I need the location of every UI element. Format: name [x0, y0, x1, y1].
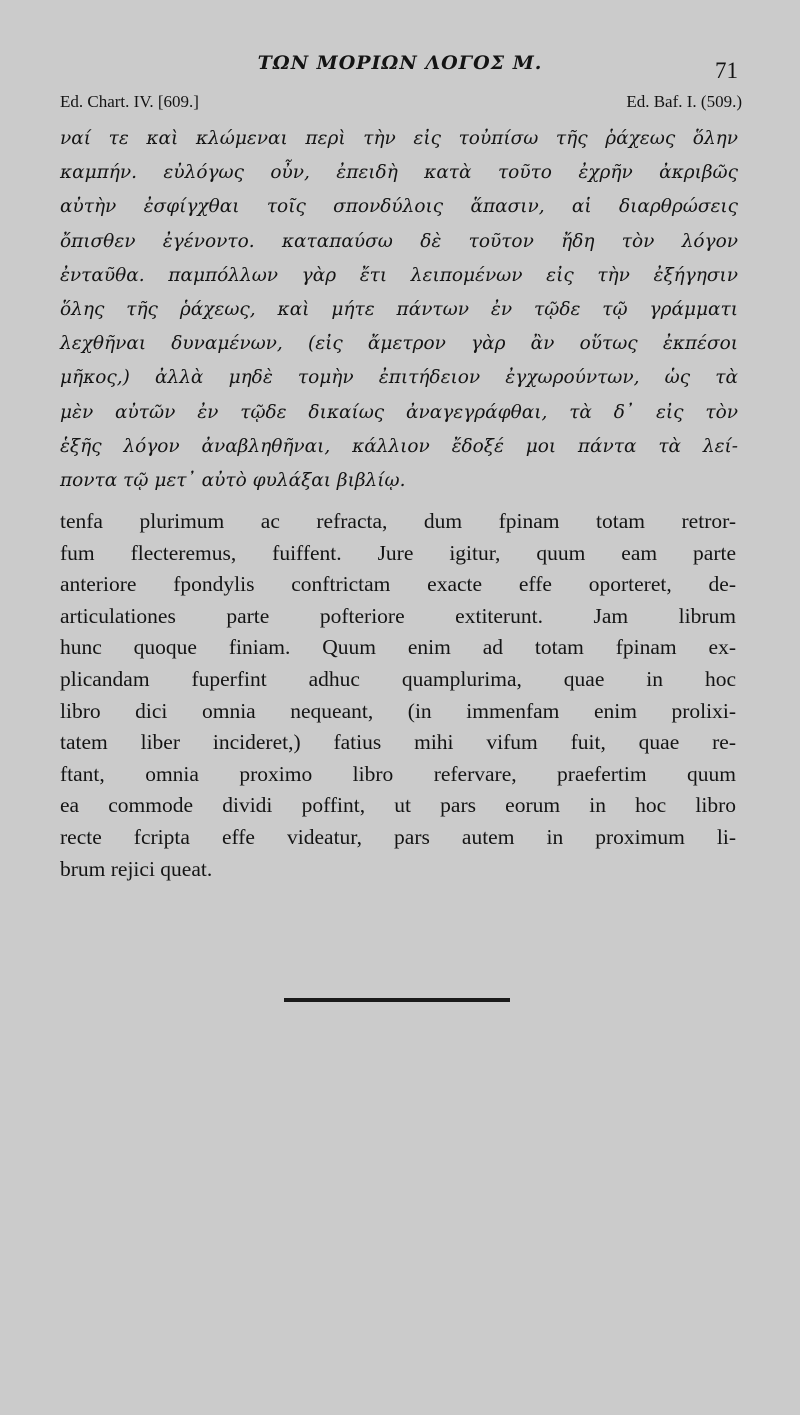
latin-line: ea commode dividi poffint, ut pars eorum in hoc libro	[60, 793, 736, 818]
latin-line: libro dici omnia nequeant, (in immenfam enim prolixi-	[60, 698, 736, 723]
latin-line: anteriore fpondylis conftrictam exacte effe oporteret, de-	[60, 572, 736, 597]
latin-line: brum rejici queat.	[60, 856, 213, 881]
greek-line: ναί τε καὶ κλώμεναι περὶ τὴν εἰς τοὐπίσω τῆς ῥάχεως ὅλην	[60, 128, 738, 149]
greek-line: μὲν αὐτῶν ἐν τῷδε δικαίως ἀναγεγράφθαι, τὰ δ᾽ εἰς τὸν	[60, 401, 738, 423]
latin-line: hunc quoque finiam. Quum enim ad totam fpinam ex-	[60, 635, 736, 660]
edition-reference-chartier: Ed. Chart. IV. [609.]	[60, 92, 199, 111]
latin-line: articulationes parte pofteriore extiterunt. Jam librum	[60, 603, 736, 628]
greek-line: ὅλης τῆς ῥάχεως, καὶ μήτε πάντων ἐν τῷδε τῷ γράμματι	[60, 298, 738, 320]
greek-line: καμπήν. εὐλόγως οὖν, ἐπειδὴ κατὰ τοῦτο ἐχρῆν ἀκριβῶς	[60, 162, 738, 184]
latin-line: tatem liber incideret,) fatius mihi vifum fuit, quae re-	[60, 730, 736, 755]
greek-line: μῆκος,) ἀλλὰ μηδὲ τομὴν ἐπιτήδειον ἐγχωρούντων, ὡς τὰ	[60, 367, 738, 389]
running-title: ΤΩΝ ΜΟΡΙΩΝ ΛΟΓΟΣ Μ.	[257, 52, 543, 74]
greek-line: αὐτὴν ἐσφίγχθαι τοῖς σπονδύλοις ἅπασιν, αἱ διαρθρώσεις	[60, 196, 738, 218]
page-number: 71	[715, 58, 738, 83]
latin-text-block	[60, 506, 736, 885]
greek-line: ἐνταῦθα. παμπόλλων γὰρ ἔτι λειπομένων εἰς τὴν ἐξήγησιν	[60, 264, 738, 286]
greek-line: ποντα τῷ μετ᾽ αὐτὸ φυλάξαι βιβλίῳ.	[60, 469, 406, 491]
greek-line: ὄπισθεν ἐγένοντο. καταπαύσω δὲ τοῦτον ἤδη τὸν λόγον	[60, 230, 738, 252]
latin-line: ftant, omnia proximo libro refervare, praefertim quum	[60, 761, 736, 786]
latin-line: plicandam fuperfint adhuc quamplurima, quae in hoc	[60, 666, 736, 691]
edition-reference-basel: Ed. Baf. I. (509.)	[626, 92, 742, 111]
latin-line: tenfa plurimum ac refracta, dum fpinam totam retror-	[60, 509, 736, 533]
latin-line: recte fcripta effe videatur, pars autem in proximum li-	[60, 824, 736, 849]
closing-rule	[284, 998, 510, 1002]
greek-line: ἑξῆς λόγον ἀναβληθῆναι, κάλλιον ἔδοξέ μοι πάντα τὰ λεί-	[60, 435, 738, 457]
greek-text-block	[60, 122, 738, 498]
greek-line: λεχθῆναι δυναμένων, (εἰς ἄμετρον γὰρ ἂν οὕτως ἐκπέσοι	[60, 333, 738, 355]
latin-line: fum flecteremus, fuiffent. Jure igitur, quum eam parte	[60, 540, 736, 565]
